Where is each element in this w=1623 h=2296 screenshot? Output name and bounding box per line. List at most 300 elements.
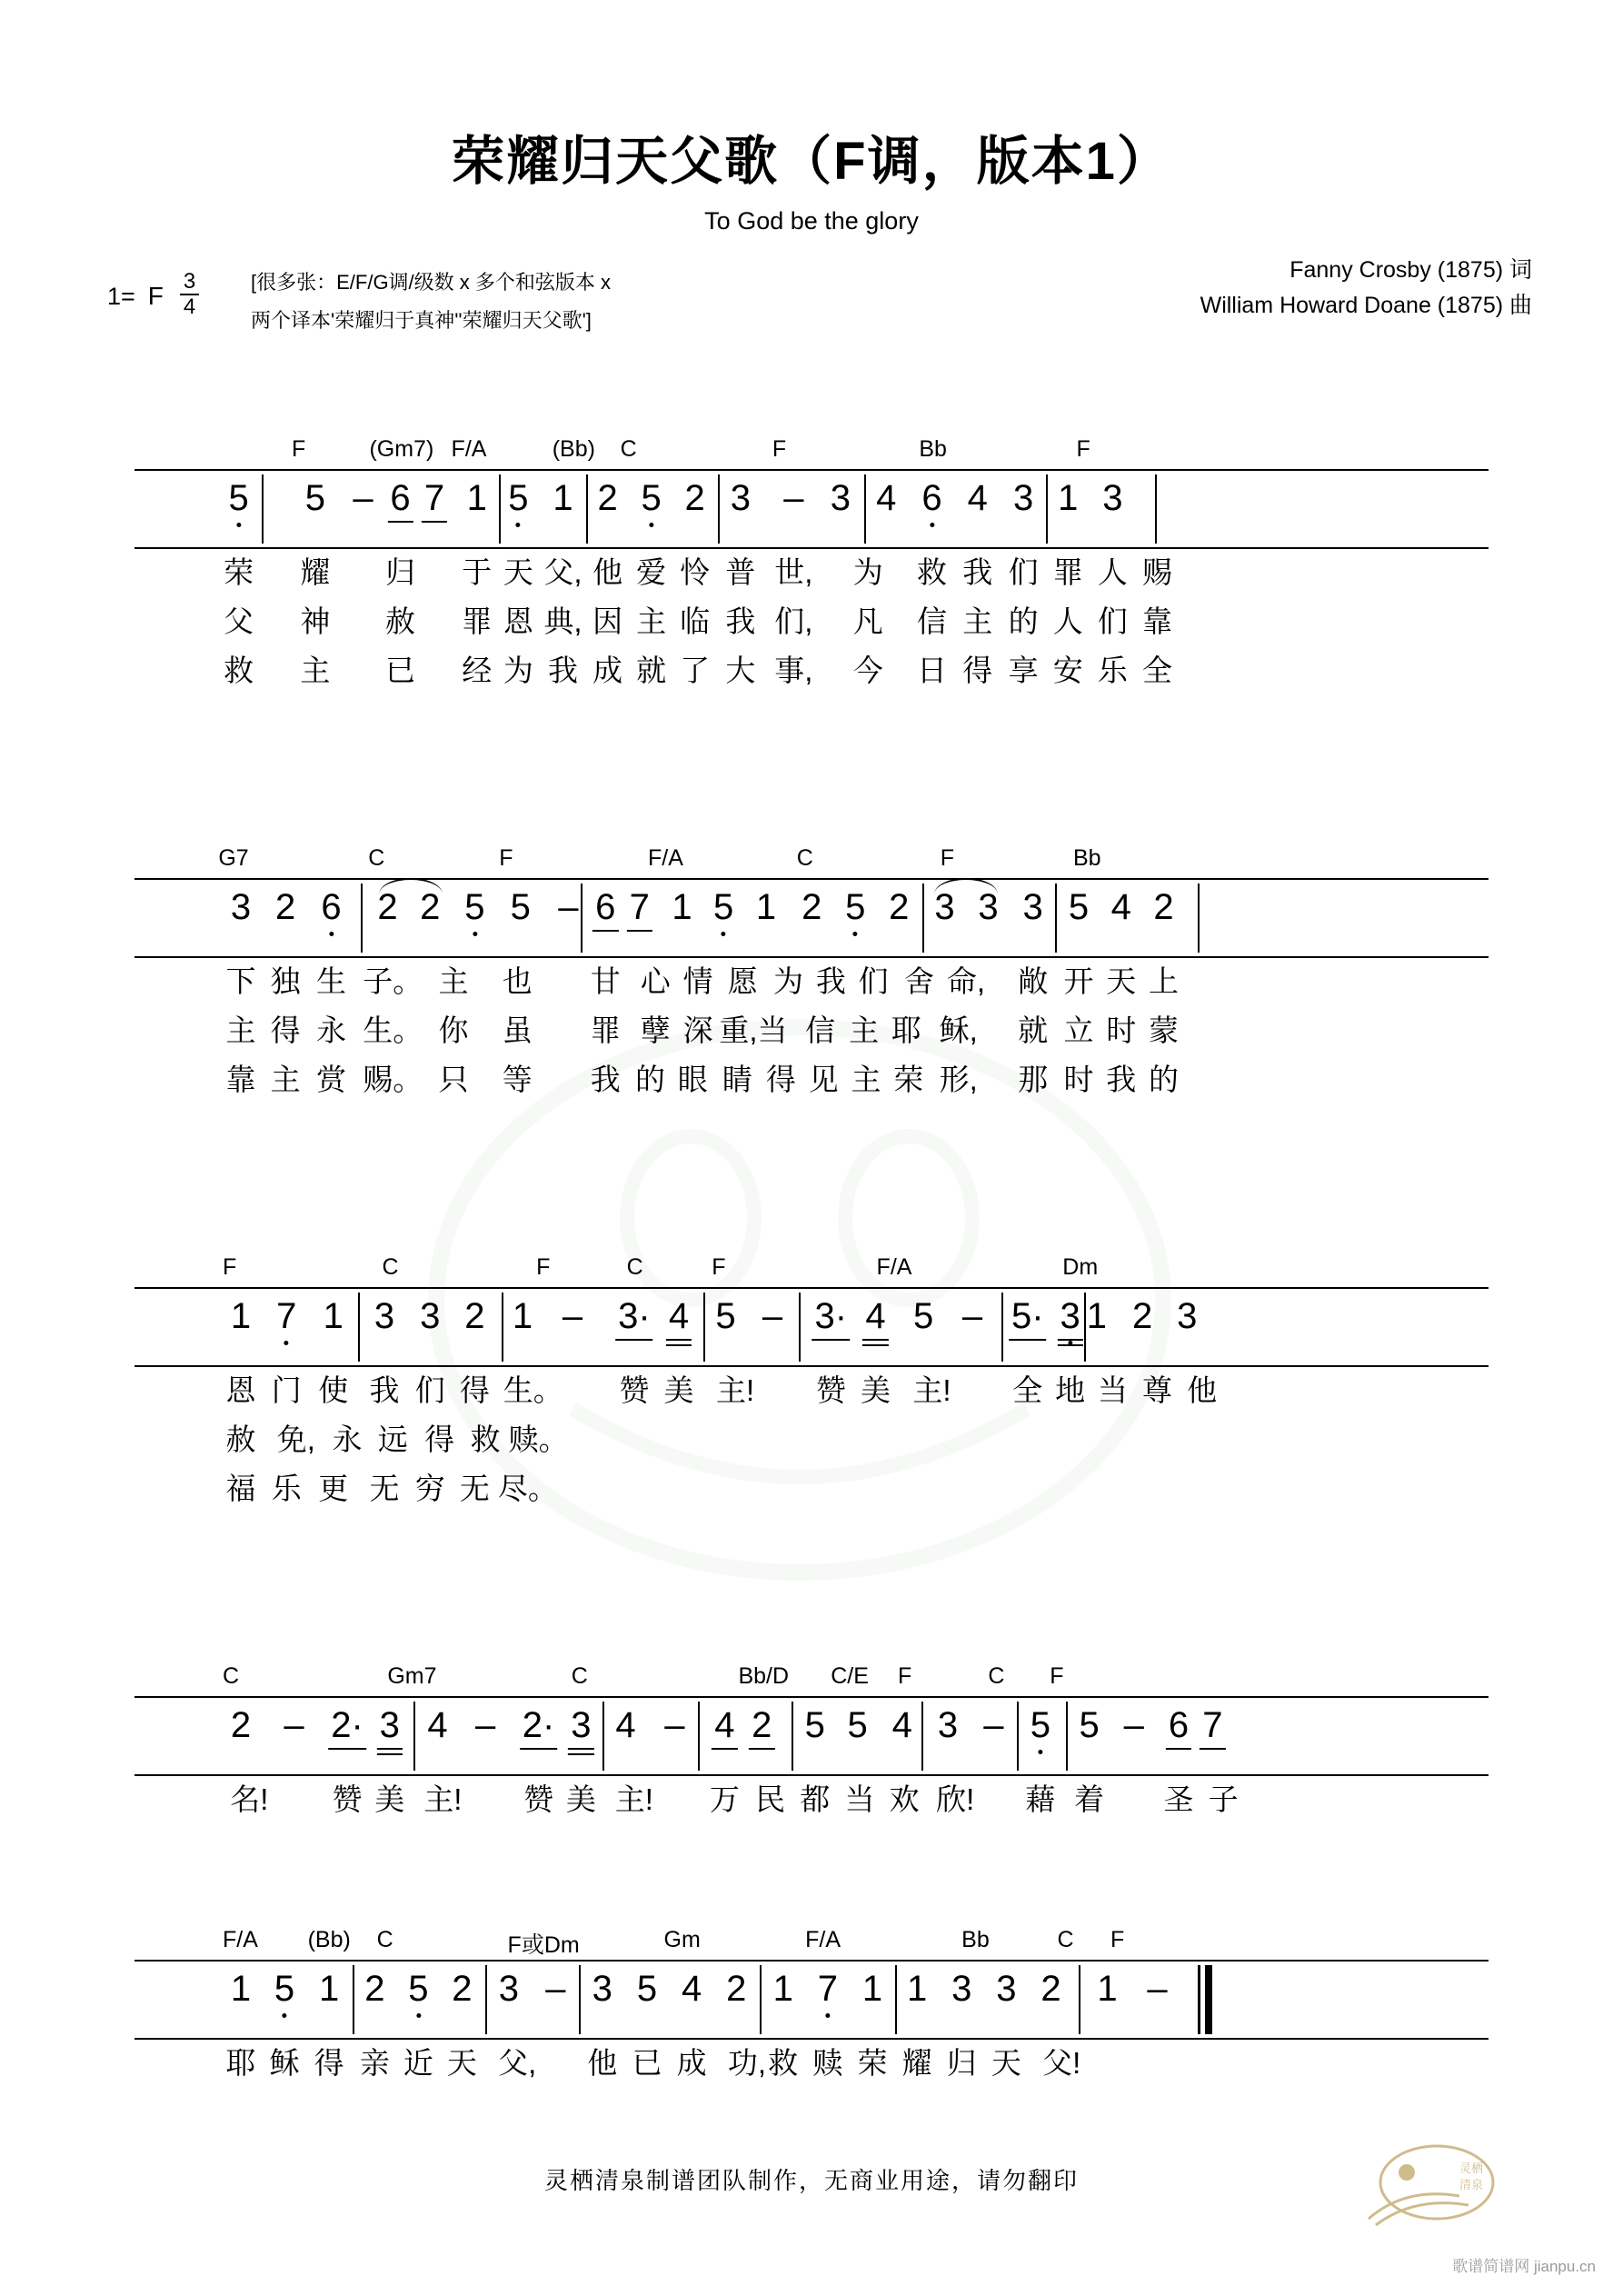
note-glyph: 1 [906,1969,928,2009]
lyric-char: 信 [805,1013,836,1047]
note-glyph: 3 [498,1969,519,2009]
lyric-char: 主! [912,1373,951,1407]
note-glyph: – [562,1296,583,1336]
lyric-char: 我 [548,654,578,687]
lyric-char: 救 [917,555,947,589]
note-glyph: 3 [230,887,252,927]
lyric-char: 事, [774,654,813,687]
lyric-char: 得 [459,1373,490,1407]
note [815,1298,848,1334]
lyric-char: 安 [1052,654,1083,687]
note [1102,480,1122,516]
lyric-char: 成 [676,2046,707,2080]
lyric-char: 等 [502,1063,533,1096]
note-glyph: 1 [672,887,692,927]
lyric-char: 凡 [852,604,883,638]
chord-row [134,1254,1489,1287]
chord-symbol: F/A [648,845,683,871]
note-glyph: 1 [230,1969,252,2009]
lyric-char: 天 [503,555,533,589]
note-glyph: 3 [373,1296,395,1336]
chord-symbol: Bb/D [738,1663,790,1689]
lyric-char: 地 [1055,1373,1086,1407]
lyric-row [134,958,1489,1007]
chord-symbol: F [1110,1927,1125,1952]
note [756,889,776,925]
note-glyph: 5 [636,1969,658,2009]
note-glyph: 2 [275,887,296,927]
note [630,889,650,925]
note [1087,1298,1107,1334]
note-row [134,469,1489,549]
lyric-char: 尊 [1142,1373,1173,1407]
lyric-char: 永 [332,1423,363,1456]
chord-symbol: F [897,1663,912,1689]
note [1177,1298,1197,1334]
chord-symbol: F [1050,1663,1064,1689]
lyric-char: 生 [315,964,346,998]
note-glyph: 1 [466,478,487,518]
note [377,889,397,925]
note-glyph: 1 [323,1296,344,1336]
chord-symbol: (Bb) [552,436,595,462]
lyric-char: 舍 [903,964,934,998]
barline [1055,883,1057,953]
note-glyph: 7 [276,1296,297,1336]
note [1058,480,1078,516]
lyric-char: 主 [438,964,469,998]
lyric-char: 耀 [901,2046,932,2080]
note-glyph: 3 [830,478,851,518]
note-glyph: 5 [274,1969,295,2009]
note-glyph: 1 [553,478,573,518]
lyric-char: 们 [858,964,889,998]
note-glyph: 6 [390,478,411,518]
note [321,889,341,925]
lyric-char: 荣 [893,1063,924,1096]
chord-symbol: G7 [218,845,249,871]
lyric-char: 心 [640,964,671,998]
lyric-char: 也 [502,964,533,998]
key-letter: F [147,282,164,310]
note [921,480,941,516]
lyric-char: 为 [773,964,804,998]
note [962,1298,982,1334]
note [752,1707,772,1743]
note [907,1971,927,2007]
lyric-char: 为 [503,654,533,687]
barline [579,1965,581,2034]
lyric-char: 世, [774,555,813,589]
lyric-char: 万 [709,1782,740,1816]
note-glyph: 1 [1097,1969,1118,2009]
lyric-char: 人 [1097,555,1128,589]
lyric-char: 开 [1063,964,1094,998]
lyric-char: 赦 [225,1423,256,1456]
barline [760,1965,762,2034]
barline [581,883,582,953]
lyric-row [134,1465,1489,1514]
lyric-char: 主 [636,604,667,638]
note-glyph: 2 [452,1969,473,2009]
lyric-char: 眼 [677,1063,708,1096]
note-glyph: 2· [331,1705,363,1745]
lyric-char: 父, [543,555,582,589]
note [892,1707,912,1743]
lyric-char: 着 [1074,1782,1105,1816]
lyric-char: 爱 [636,555,667,589]
lyric-char: 名! [230,1782,269,1816]
lyric-char: 已 [632,2046,662,2080]
note [1023,889,1043,925]
note [595,889,615,925]
note [353,480,373,516]
lyric-char: 罪 [590,1013,621,1047]
page-title: 荣耀归天父歌（F调，版本1） [452,132,1171,191]
lyric-char: 赎 [812,2046,843,2080]
note [231,889,251,925]
barline [1155,474,1157,544]
lyric-char: 你 [438,1013,469,1047]
note [983,1707,1003,1743]
note-glyph: 3 [379,1705,400,1745]
chord-symbol: C [223,1663,240,1689]
note-glyph: – [353,478,373,518]
lyric-char: 子 [1208,1782,1239,1816]
lyric-char: 靠 [1142,604,1173,638]
note [571,1707,591,1743]
lyric-char: 民 [755,1782,786,1816]
note [664,1707,684,1743]
lyric-char: 于 [462,555,493,589]
lyric-char: 我 [962,555,993,589]
note [1132,1298,1152,1334]
barline [413,1702,415,1771]
lyric-char: 主 [300,654,331,687]
note-glyph: 1 [772,1969,793,2009]
lyric-char: 当 [1097,1373,1128,1407]
note-glyph: 2· [522,1705,555,1745]
credit-lyrics: Fanny Crosby (1875) 词 [1289,257,1532,283]
barline [792,1702,793,1771]
chord-symbol: Bb [1073,845,1101,871]
note-glyph: 4 [615,1705,636,1745]
lyric-row [134,598,1489,647]
chord-symbol: F/A [876,1254,912,1280]
lyric-char: 已 [385,654,415,687]
note-glyph: – [545,1969,566,2009]
note-glyph: 2 [752,1705,772,1745]
note [1041,1971,1060,2007]
chord-symbol: C [382,1254,399,1280]
lyric-char: 父, [498,2046,537,2080]
note-glyph: 4 [1110,887,1131,927]
note-glyph: 5 [641,478,662,518]
lyric-char: 美 [663,1373,694,1407]
lyric-char: 穷 [414,1472,445,1505]
note-glyph: 3· [814,1296,848,1336]
lyric-char: 上 [1149,964,1180,998]
lyric-char: 救 [470,1423,501,1456]
lyric-row [134,549,1489,598]
lyric-char: 主 [849,1013,880,1047]
chord-symbol: (Gm7) [369,436,434,462]
note [231,1298,251,1334]
lyric-char: 归 [946,2046,977,2080]
barline [485,1965,487,2034]
note-glyph: 1 [861,1969,883,2009]
note [1013,480,1033,516]
chord-symbol: F或Dm [507,1932,580,1958]
lyric-char: 乐 [271,1472,302,1505]
lyric-char: 们 [1008,555,1039,589]
svg-text:灵栖: 灵栖 [1459,2161,1484,2175]
note-glyph: 1 [1058,478,1079,518]
note-glyph: 3 [1012,478,1034,518]
barline [358,1293,360,1362]
note-glyph: 6 [595,887,616,927]
note-glyph: 3 [571,1705,592,1745]
lyric-char: 恩 [225,1373,256,1407]
note [508,480,528,516]
barline [718,474,720,544]
note-glyph: 7 [423,478,445,518]
barline [799,1293,801,1362]
music-system [0,436,1623,696]
lyric-char: 耶 [225,2046,256,2080]
note-glyph: 4 [668,1296,690,1336]
lyric-char: 大 [725,654,756,687]
lyric-char: 罪 [1052,555,1083,589]
note [324,1298,344,1334]
note-glyph: – [1123,1705,1144,1745]
lyric-char: 敞 [1018,964,1049,998]
svg-text:清泉: 清泉 [1459,2178,1484,2191]
chord-symbol: Gm [663,1927,701,1952]
barline [1017,1702,1019,1771]
lyric-char: 只 [438,1063,469,1096]
chord-symbol: F/A [805,1927,841,1952]
key-signature [107,269,199,320]
note [1124,1707,1144,1743]
note-glyph: 5 [845,887,866,927]
note-glyph: 5 [408,1969,429,2009]
note-glyph: 4 [681,1969,702,2009]
note [615,1707,635,1743]
time-signature [180,271,199,318]
note [276,1298,296,1334]
note-glyph: 2 [597,478,618,518]
lyric-char: 我 [369,1373,400,1407]
note [1202,1707,1222,1743]
lyric-char: 得 [962,654,993,687]
note-glyph: 2 [1041,1969,1061,2009]
lyric-char: 他 [1187,1373,1218,1407]
note [773,1971,793,2007]
barline [586,474,588,544]
chord-symbol: (Bb) [307,1927,351,1952]
lyric-char: 享 [1008,654,1039,687]
note-glyph: 3 [1177,1296,1198,1336]
note [934,889,954,925]
note [464,889,484,925]
lyric-char: 就 [1018,1013,1049,1047]
lyric-char: 我 [815,964,846,998]
lyric-char: 美 [374,1782,405,1816]
note [847,1707,867,1743]
note [862,1971,882,2007]
lyric-char: 普 [725,555,756,589]
lyric-char: 下 [225,964,256,998]
note [968,480,988,516]
note [427,1707,447,1743]
note-glyph: 7 [1202,1705,1223,1745]
lyric-char: 福 [225,1472,256,1505]
lyric-char: 美 [860,1373,891,1407]
lyric-char: 美 [565,1782,596,1816]
chord-row [134,845,1489,878]
lyric-char: 赞 [332,1782,363,1816]
note-glyph: 3 [420,1296,441,1336]
note [889,889,909,925]
note [1111,889,1131,925]
lyric-char: 我 [1106,1063,1137,1096]
lyric-char: 重,当 [719,1013,788,1047]
note-glyph: – [558,887,579,927]
note [364,1971,384,2007]
lyric-char: 父! [1042,2046,1081,2080]
note-glyph: – [961,1296,983,1336]
chord-symbol: C [376,1927,393,1952]
note [305,480,325,516]
lyric-row [134,1367,1489,1416]
lyric-char: 欢 [889,1782,920,1816]
lyric-char: 为 [852,555,883,589]
note [374,1298,394,1334]
lyric-char: 主 [270,1063,301,1096]
barline [921,1702,923,1771]
note [938,1707,958,1743]
chord-symbol: F [536,1254,551,1280]
lyric-char: 乐 [1097,654,1128,687]
chord-symbol: Gm7 [387,1663,437,1689]
barline [895,1965,897,2034]
lyric-char: 因 [592,604,623,638]
lyric-char: 时 [1063,1063,1094,1096]
note-glyph: 4 [714,1705,735,1745]
note [231,1707,251,1743]
credits [1200,253,1532,324]
note [641,480,661,516]
note [558,889,578,925]
note [499,1971,519,2007]
note [511,889,531,925]
lyric-char: 信 [917,604,947,638]
note [783,480,803,516]
producer-logo-icon [1350,2132,1514,2232]
note-glyph: – [1147,1969,1168,2009]
note [275,889,295,925]
lyric-char: 典, [543,604,582,638]
lyric-char: 赦 [385,604,415,638]
note [513,1298,533,1334]
note [713,889,733,925]
chord-row [134,436,1489,469]
lyric-char: 永 [315,1013,346,1047]
lyric-char: 得 [765,1063,796,1096]
note-glyph: 5 [715,1296,736,1336]
lyric-char: 神 [300,604,331,638]
note [464,1298,484,1334]
note [380,1707,400,1743]
lyric-char: 经 [462,654,493,687]
note-glyph: 5 [847,1705,868,1745]
lyric-row [134,647,1489,696]
edition-note-line1: [很多张：E/F/G调/级数 x 多个和弦版本 x [251,271,612,294]
note [1153,889,1173,925]
note-row [134,878,1489,958]
lyric-char: 远 [377,1423,408,1456]
footer-credit: 灵栖清泉制谱团队制作，无商业用途，请勿翻印 [543,2167,1079,2194]
site-watermark: 歌谱简谱网 jianpu.cn [1452,2258,1596,2275]
lyric-char: 藉 [1025,1782,1056,1816]
note [229,480,249,516]
chord-symbol: C [620,436,637,462]
lyric-char: 成 [592,654,623,687]
note-glyph: 2 [684,478,705,518]
note-glyph: 1 [230,1296,252,1336]
note-glyph: 7 [629,887,650,927]
note-glyph: 2 [230,1705,252,1745]
note-glyph: 2 [802,887,822,927]
barline [864,474,866,544]
note [390,480,410,516]
lyric-char: 他 [592,555,623,589]
note-glyph: – [783,478,804,518]
lyric-char: 临 [680,604,711,638]
page-subtitle: To God be the glory [704,207,919,235]
note-glyph: 4 [891,1705,912,1745]
lyric-char: 天 [1106,964,1137,998]
note-row [134,1287,1489,1367]
lyric-char: 赎。 [508,1423,569,1456]
note [1031,1707,1050,1743]
lyric-char: 更 [318,1472,349,1505]
lyric-row [134,1776,1489,1825]
note-glyph: 3 [1060,1296,1080,1336]
music-system [0,845,1623,1105]
lyric-char: 主! [614,1782,653,1816]
lyric-char: 睛 [722,1063,752,1096]
barline [361,883,363,953]
note-glyph: 7 [817,1969,838,2009]
note-glyph: 3 [730,478,752,518]
note-glyph: 5 [464,887,485,927]
lyric-row [134,1007,1489,1056]
note [802,889,821,925]
note-glyph: 5 [913,1296,934,1336]
lyric-char: 深 [682,1013,713,1047]
note [714,1707,734,1743]
chord-row [134,1927,1489,1960]
note [331,1707,363,1743]
note-glyph: 3 [1022,887,1043,927]
lyric-char: 耶 [891,1013,921,1047]
barline [703,1293,705,1362]
barline [502,1293,503,1362]
barline [353,1965,354,2034]
note [876,480,896,516]
